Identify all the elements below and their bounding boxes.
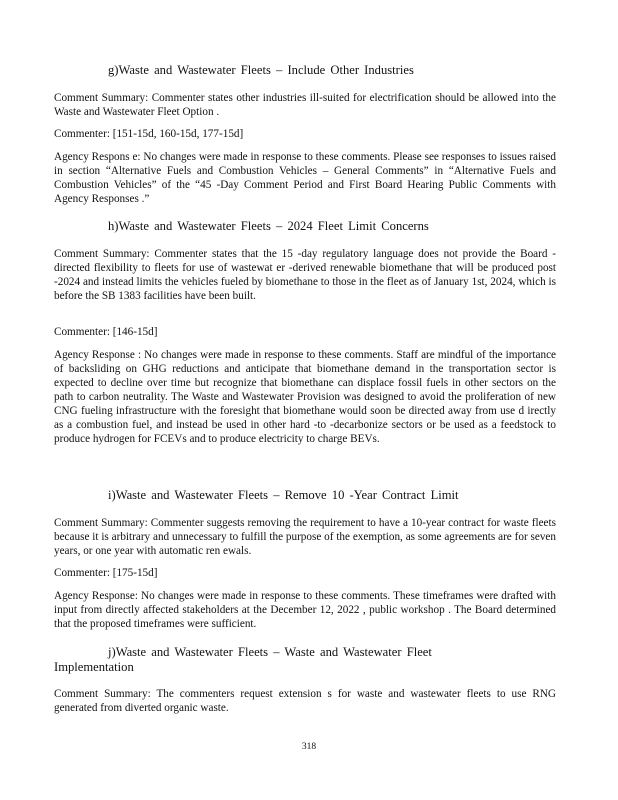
- section-g-comment-summary: Comment Summary: Commenter states other industries ill-suited for electrification should be allowed into the Waste and Wastewater Fleet Option .: [54, 92, 556, 118]
- page-number: 318: [301, 742, 317, 752]
- section-i-commenter: Commenter: [175-15d]: [54, 567, 158, 579]
- section-g-heading: g)Waste and Wastewater Fleets – Include Other Industries: [108, 63, 414, 77]
- section-i-heading: i)Waste and Wastewater Fleets – Remove 10 -Year Contract Limit: [108, 488, 459, 502]
- section-j-heading-line2: Implementation: [54, 660, 134, 674]
- section-j-comment-summary: Comment Summary: The commenters request extension s for waste and wastewater fleets to use RNG generated from diverted organic waste.: [54, 688, 556, 714]
- section-g-commenter: Commenter: [151-15d, 160-15d, 177-15d]: [54, 128, 244, 140]
- section-j-heading-line1: j)Waste and Wastewater Fleets – Waste and Wastewater Fleet: [108, 645, 432, 659]
- section-h-commenter: Commenter: [146-15d]: [54, 326, 158, 338]
- section-h-heading: h)Waste and Wastewater Fleets – 2024 Fleet Limit Concerns: [108, 219, 429, 233]
- section-g-agency-response: Agency Respons e: No changes were made in response to these comments. Please see responses to issues raised in section “Alternative Fuels and Combustion Vehicles – General Comments” in “Alternative Fuels and Combustion Vehicles” of the “45 -Day Comment Period and First Board Hearing Public Comments with Agency Responses .”: [54, 151, 556, 205]
- section-i-comment-summary: Comment Summary: Commenter suggests removing the requirement to have a 10-year contract for waste fleets because it is arbitrary and unnecessary to fulfill the purpose of the exemption, as some agreements are for seven years, or one year with automatic ren ewals.: [54, 517, 556, 557]
- section-h-comment-summary: Comment Summary: Commenter states that the 15 -day regulatory language does not provide the Board -directed flexibility to fleets for use of wastewat er -derived renewable biomethane that will be produced post -2024 and instead limits the vehicles fueled by biomethane to those in the fleet as of January 1st, 2024, which is before the SB 1383 facilities have been built.: [54, 248, 556, 302]
- section-i-agency-response: Agency Response: No changes were made in response to these comments. These timeframes were drafted with input from directly affected stakeholders at the December 12, 2022 , public workshop . The Board determined that the proposed timeframes were sufficient.: [54, 590, 556, 630]
- section-h-agency-response: Agency Response : No changes were made in response to these comments. Staff are mindful of the importance of backsliding on GHG reductions and anticipate that biomethane demand in the transportation sector is expected to decline over time but recognize that biomethane can displace fossil fuels in other sectors on the path to carbon neutrality. The Waste and Wastewater Provision was designed to avoid the proliferation of new CNG fueling infrastructure with the foresight that biomethane would soon be directed away from use d irectly as a combustion fuel, and instead be used in other hard -to -decarbonize sectors or be used as a feedstock to produce hydrogen for FCEVs and to produce electricity to charge BEVs.: [54, 349, 556, 445]
